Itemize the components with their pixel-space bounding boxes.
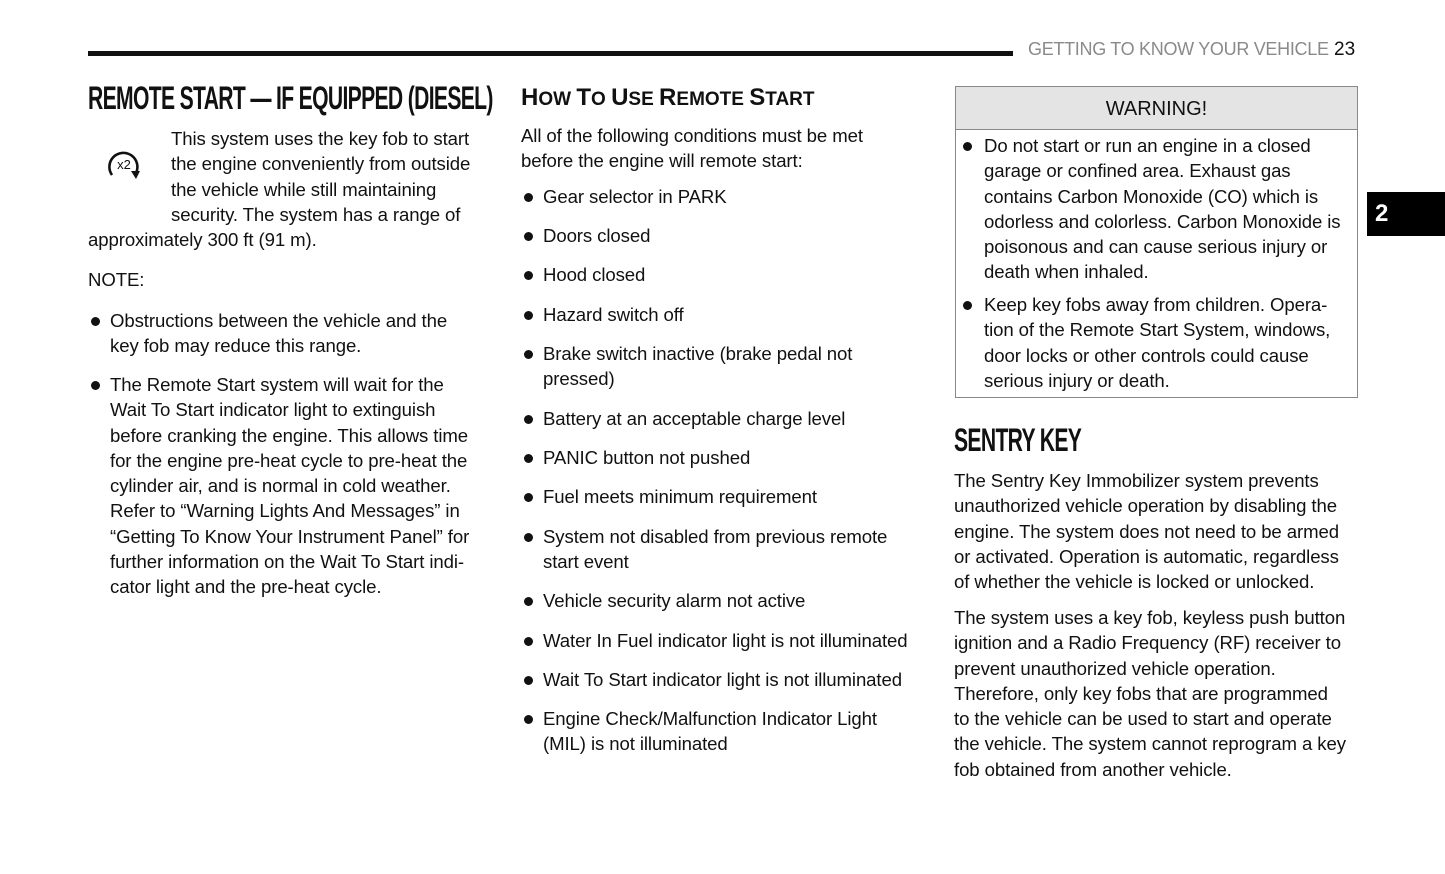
bullet-text: Engine Check/Malfunction Indicator Light (MIL) is not illuminated — [543, 708, 877, 755]
header-rule — [88, 51, 1013, 56]
bullet-dot — [524, 232, 533, 241]
bullet-dot — [91, 381, 100, 390]
bullet-dot — [963, 301, 972, 310]
heading-part: U — [611, 84, 629, 111]
bullet-text: Brake switch inactive (brake pedal not pressed) — [543, 343, 853, 390]
intro-paragraph: This system uses the key fob to start the engine conveniently from outside the vehicle while still maintaining security. The system has a range of — [171, 128, 471, 225]
svg-text:x2: x2 — [117, 157, 131, 172]
section-heading-sentry-key: SENTRY KEY — [954, 422, 1082, 458]
bullet-text: Obstructions between the vehicle and the key fob may reduce this range. — [110, 310, 448, 357]
sentry-paragraph: The system uses a key fob, keyless push button ignition and a Radio Frequency (RF) receiver to prevent unauthorized vehicle operation. Therefore, only key fobs that are programmed to the vehicle can be used to start and operate the vehicle. The system cannot reprogram a key fob obtained from another vehicle. — [954, 607, 1346, 780]
bullet-dot — [524, 493, 533, 502]
bullet-dot — [524, 637, 533, 646]
running-title: GETTING TO KNOW YOUR VEHICLE — [1028, 39, 1329, 59]
bullet-dot — [524, 193, 533, 202]
bullet-dot — [524, 271, 533, 280]
heading-part: O — [591, 89, 612, 110]
heading-part: R — [659, 84, 677, 111]
bullet-text: Doors closed — [543, 225, 651, 246]
warning-title: WARNING! — [956, 87, 1357, 130]
page-number: 23 — [1334, 39, 1356, 60]
bullet-dot — [524, 415, 533, 424]
remote-start-x2-icon — [104, 147, 144, 183]
bullet-text: Hazard switch off — [543, 304, 684, 325]
bullet-text: Keep key fobs away from children. Opera- tion of the Remote Start System, windows, door locks or other controls could cause serious injury or death. — [984, 294, 1331, 391]
bullet-text: Wait To Start indicator light is not illuminated — [543, 669, 902, 690]
heading-part: S — [749, 84, 766, 111]
bullet-dot — [524, 454, 533, 463]
bullet-dot — [524, 350, 533, 359]
bullet-text: Vehicle security alarm not active — [543, 590, 806, 611]
bullet-text: PANIC button not pushed — [543, 447, 751, 468]
heading-part: T — [576, 84, 592, 111]
bullet-text: Fuel meets minimum requirement — [543, 486, 817, 507]
bullet-text: Hood closed — [543, 264, 646, 285]
bullet-dot — [91, 317, 100, 326]
heading-part: H — [521, 84, 539, 111]
bullet-dot — [524, 597, 533, 606]
note-label: NOTE: — [88, 269, 145, 290]
bullet-dot — [524, 311, 533, 320]
heading-part: TART — [765, 89, 815, 110]
bullet-text: Gear selector in PARK — [543, 186, 727, 207]
sentry-paragraph: The Sentry Key Immobilizer system prevents unauthorized vehicle operation by disabling the engine. The system does not need to be armed or activated. Operation is automatic, regardless of whether the vehicle is locked or unlocked. — [954, 470, 1339, 593]
intro-paragraph-last-line: approximately 300 ft (91 m). — [88, 229, 317, 250]
bullet-dot — [524, 533, 533, 542]
bullet-text: System not disabled from previous remote start event — [543, 526, 888, 573]
bullet-dot — [963, 142, 972, 151]
heading-part: SE — [628, 89, 660, 110]
section-heading-how-to-use — [521, 84, 815, 112]
chapter-tab[interactable]: 2 — [1367, 192, 1445, 236]
bullet-text: Water In Fuel indicator light is not illuminated — [543, 630, 908, 651]
section-heading-remote-start: REMOTE START — IF EQUIPPED (DIESEL) — [88, 80, 493, 116]
bullet-text: Do not start or run an engine in a closed garage or confined area. Exhaust gas contains Carbon Monoxide (CO) which is odorless and colorless. Carbon Monoxide is poisonous and can cause serious injury or death when inhaled. — [984, 135, 1341, 283]
heading-part: EMOTE — [676, 89, 750, 110]
bullet-dot — [524, 676, 533, 685]
heading-part: OW — [538, 89, 577, 110]
bullet-dot — [524, 715, 533, 724]
conditions-intro: All of the following conditions must be met before the engine will remote start: — [521, 125, 863, 172]
bullet-text: Battery at an acceptable charge level — [543, 408, 846, 429]
bullet-text: The Remote Start system will wait for the Wait To Start indicator light to extinguish before cranking the engine. This allows time for the engine pre-heat cycle to pre-heat the cylinder air, and is normal in cold weather. Refer to “Warning Lights And Messages” in “Getting To Know Your Instrument Panel” for further information on the Wait To Start indi- cator light and the pre-heat cycle. — [110, 374, 470, 598]
